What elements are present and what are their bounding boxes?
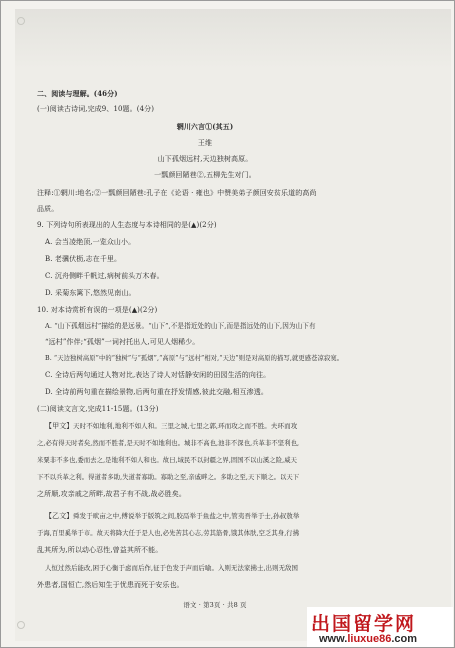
- page-shadow: [15, 9, 451, 69]
- q9-option-b: B. 老骥伏枥,志在千里。: [45, 255, 122, 263]
- q10-option-b: B. “天边独树高原”中的“独树”与“孤烟”,“高原”与“远村”相对,“天边”则是对高原的描写,就更感苍凉寂寞。: [45, 355, 344, 362]
- yi-line: 外患者,国恒亡,然后知生于忧患而死于安乐也。: [37, 581, 184, 589]
- section-title: 二、阅读与理解。(46分): [37, 89, 118, 98]
- q9-stem: 9. 下列诗句所表现出的人生态度与本诗相同的是(▲)(2分): [37, 221, 217, 229]
- jia-line: 天时不如地利,地利不如人和。三里之城,七里之郭,环而攻之而不胜。夫环而攻: [73, 422, 298, 430]
- q9-option-a: A. 会当凌绝顶,一览众山小。: [45, 238, 136, 246]
- site-watermark: [307, 607, 453, 647]
- watermark-site-name: 出国留学网: [311, 613, 417, 635]
- poem-line-1: 山下孤烟远村,天边独树高原。: [157, 155, 253, 163]
- punch-hole-mark: [17, 17, 25, 25]
- jia-line: 米粟非不多也,委而去之,是地利不如人和也。故曰,域民不以封疆之界,固国不以山溪之险,威天: [37, 457, 297, 464]
- punch-hole-mark: [17, 621, 25, 629]
- poem-note: 注释:①辋川:地名;②一瓢颜回陋巷:孔子在《论语 · 雍也》中赞美弟子颜回安贫乐道的高尚: [37, 189, 317, 197]
- watermark-url-suffix: .com: [391, 633, 418, 645]
- yi-tag: 【乙文】: [45, 512, 74, 520]
- q10-option-d: D. 全诗前两句重在描绘景物,后两句重在抒发情感,彼此交融,相互渗透。: [45, 388, 268, 396]
- poem-note: 品质。: [37, 205, 59, 213]
- yi-line: 乱其所为,所以动心忍性,曾益其所不能。: [37, 546, 163, 554]
- q10-option-a-cont: “远村”作伴;“孤烟”一词衬托出人,可见人烟稀少。: [45, 338, 200, 346]
- part1-heading: (一)阅读古诗词,完成9、10题。(4分): [37, 105, 155, 113]
- q10-option-a: A. “山下孤烟远村”描绘的是远景。“山下”,不是指近处的山下,而是指远处的山下,因为山下有: [45, 322, 316, 330]
- yi-line: 人恒过然后能改,困于心衡于虑而后作,征于色发于声而后喻。入则无法家拂士,出则无敌国: [45, 564, 299, 572]
- q9-option-c: C. 沉舟侧畔千帆过,病树前头万木春。: [45, 272, 164, 280]
- jia-line: 之所顺,攻亲戚之所畔,故君子有不战,战必胜矣。: [37, 490, 186, 498]
- yi-line: 于海,百里奚举于市。故天将降大任于是人也,必先苦其心志,劳其筋骨,饿其体肤,空乏其身,行拂: [37, 530, 300, 537]
- poem-line-2: 一瓢颜回陋巷②,五柳先生对门。: [154, 171, 256, 179]
- poem-author: 王维: [197, 139, 213, 147]
- q10-stem: 10. 对本诗赏析有误的一项是(▲)(2分): [37, 306, 158, 314]
- part2-heading: (二)阅读文言文,完成11-15题。(13分): [37, 405, 159, 413]
- q10-option-c: C. 全诗后两句通过人物对比,表达了诗人对恬静安闲的田园生活的向往。: [45, 371, 271, 379]
- page-footer: 语文 · 第3页 · 共8 页: [183, 601, 247, 609]
- poem-title: 辋川六言①(其五): [176, 122, 234, 131]
- jia-line: 下不以兵革之利。得道者多助,失道者寡助。寡助之至,亲戚畔之。多助之至,天下顺之。以天下: [37, 474, 300, 481]
- watermark-url-mid: liuxue86: [347, 633, 392, 645]
- jia-line: 之,必有得天时者矣,然而不胜者,是天时不如地利也。城非不高也,池非不深也,兵革非不坚利也,: [37, 440, 300, 447]
- jia-tag: 【甲文】: [45, 422, 74, 430]
- watermark-url-prefix: www.: [319, 633, 348, 645]
- watermark-url: [319, 633, 417, 645]
- q9-option-d: D. 采菊东篱下,悠然见南山。: [45, 289, 136, 297]
- exam-page: [15, 9, 451, 641]
- yi-line: 舜发于畎亩之中,傅说举于版筑之间,胶鬲举于鱼盐之中,管夷吾举于士,孙叔敖举: [73, 512, 300, 520]
